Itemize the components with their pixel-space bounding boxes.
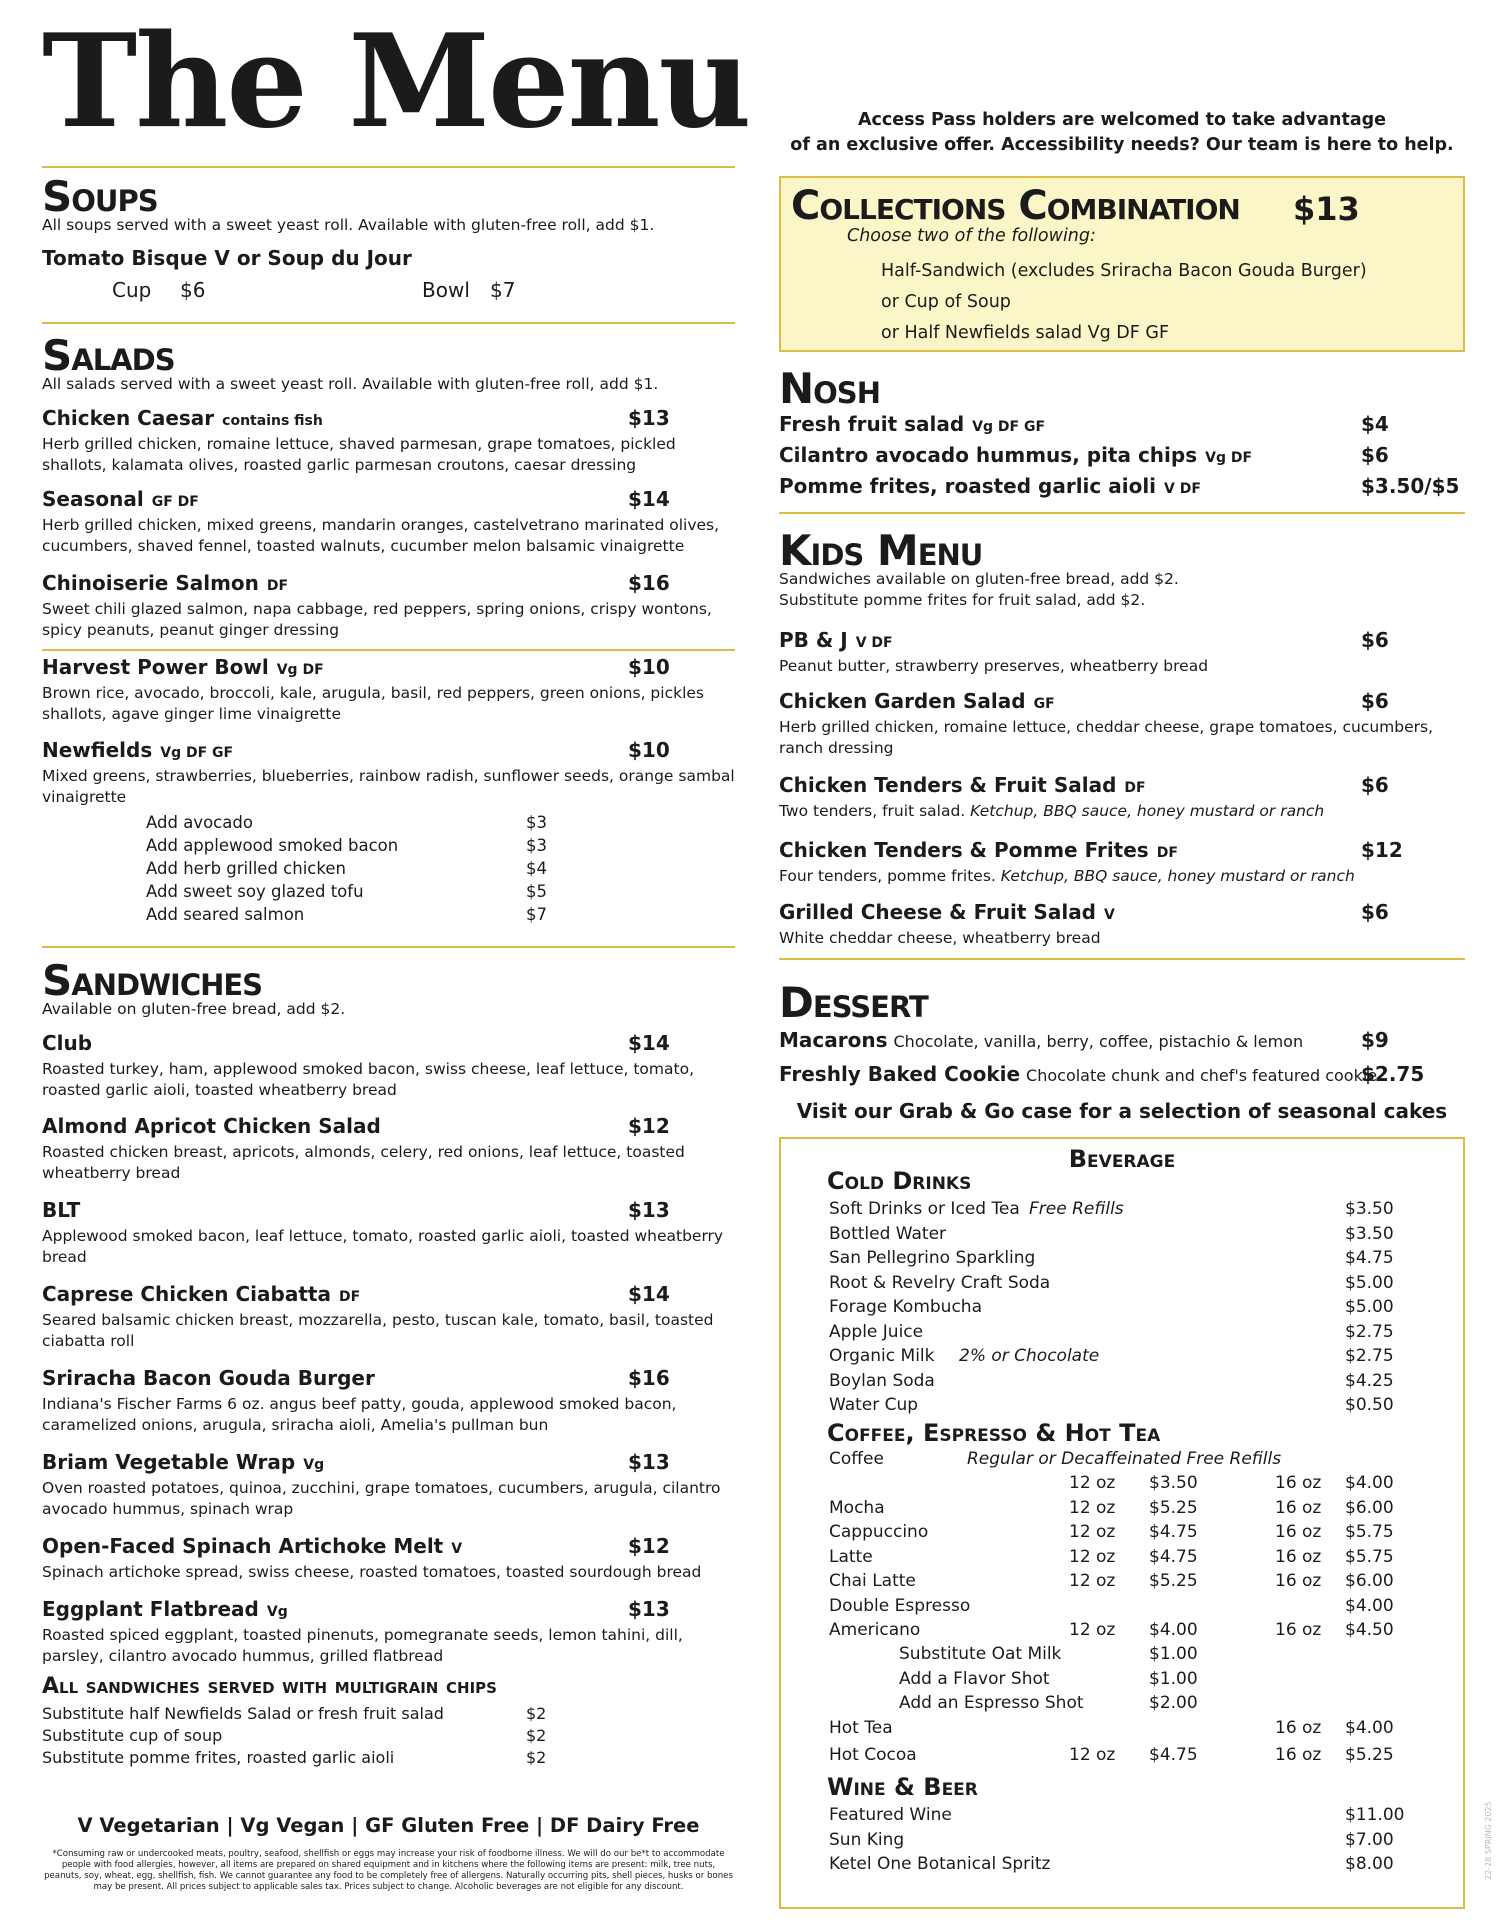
nosh-item	[779, 443, 1465, 470]
sandwich-item	[42, 1366, 735, 1436]
substitution-row	[42, 1725, 642, 1747]
drink-name: Forage Kombucha	[829, 1297, 982, 1317]
addon-row	[146, 811, 626, 834]
item-description	[42, 599, 735, 641]
substitution-label: Substitute pomme frites, roasted garlic aioli	[42, 1748, 395, 1767]
drink-note: Free Refills	[1029, 1199, 1124, 1219]
item-price: $14	[628, 1031, 670, 1055]
item-name: Macarons	[779, 1028, 888, 1052]
kids-item	[779, 773, 1465, 822]
legend: V Vegetarian | Vg Vegan | GF Gluten Free | DF Dairy Free	[77, 1814, 700, 1837]
sandwiches-note: Available on gluten-free bread, add $2.	[42, 1000, 346, 1018]
small-size: 12 oz	[1069, 1571, 1116, 1591]
addon-price: $5	[526, 882, 547, 901]
item-price: $16	[628, 571, 670, 595]
item-price: $13	[628, 1198, 670, 1222]
large-price: $6.00	[1345, 1571, 1394, 1591]
diet-tag: GF DF	[151, 494, 199, 510]
item-name: Newfields	[42, 738, 153, 762]
combo-option: or Cup of Soup	[881, 292, 1011, 312]
sandwich-item	[42, 1114, 735, 1184]
cup-label: Cup	[112, 278, 152, 302]
addon-price: $4	[526, 859, 547, 878]
drink-name: Water Cup	[829, 1395, 919, 1415]
item-description	[42, 1059, 735, 1101]
combo-option: or Half Newfields salad Vg DF GF	[881, 323, 1170, 343]
drink-price: $7.00	[1345, 1829, 1394, 1850]
sandwiches-heading: Sandwiches	[42, 956, 263, 1005]
drink-price: $2.75	[1345, 1321, 1394, 1342]
drink-price: $11.00	[1345, 1805, 1405, 1825]
addon-row	[146, 857, 626, 880]
item-desc-text: Roasted chicken breast, apricots, almonds, celery, red onions, leaf lettuce, toasted wheatberry bread	[42, 1143, 685, 1182]
item-desc-text: Four tenders, pomme frites.	[779, 867, 1001, 885]
diet-tag: DF	[1156, 845, 1178, 861]
drink-price: $5.00	[1345, 1272, 1394, 1293]
item-name: Grilled Cheese & Fruit Salad	[779, 900, 1097, 924]
small-size: 12 oz	[1069, 1522, 1116, 1542]
combo-price: $13	[1293, 190, 1360, 228]
item-price: $9	[1361, 1028, 1389, 1052]
addon-label: Add sweet soy glazed tofu	[146, 882, 364, 901]
item-price: $6	[1361, 900, 1389, 924]
drink-name: Featured Wine	[829, 1805, 952, 1825]
item-description	[779, 656, 1465, 677]
large-size: 16 oz	[1275, 1718, 1322, 1738]
item-price: $2.75	[1361, 1062, 1425, 1086]
item-desc-text: Mixed greens, strawberries, blueberries, rainbow radish, sunflower seeds, orange sambal vinaigrette	[42, 767, 735, 806]
item-name: Seasonal	[42, 487, 144, 511]
item-description	[42, 434, 735, 476]
wine-heading: Wine & Beer	[827, 1773, 978, 1801]
item-desc-text: Peanut butter, strawberry preserves, wheatberry bread	[779, 657, 1209, 675]
diet-tag: V	[1104, 907, 1115, 923]
item-price: $13	[628, 1597, 670, 1621]
drink-name: Hot Cocoa	[829, 1745, 917, 1765]
large-price: $5.25	[1345, 1745, 1394, 1765]
addon-row	[146, 834, 626, 857]
item-name: Chicken Caesar	[42, 406, 215, 430]
soups-heading: Soups	[42, 172, 158, 221]
item-description	[42, 766, 735, 808]
small-size: 12 oz	[1069, 1497, 1116, 1518]
diet-tag: V	[451, 1541, 463, 1557]
beverage-box	[779, 1137, 1465, 1909]
kids-heading: Kids Menu	[779, 526, 983, 575]
cold-drinks-heading: Cold Drinks	[827, 1167, 972, 1195]
sandwich-item	[42, 1534, 735, 1583]
item-price: $10	[628, 655, 670, 679]
addon-label: Add applewood smoked bacon	[146, 836, 399, 855]
drink-price: $4.25	[1345, 1370, 1394, 1391]
small-price: $5.25	[1149, 1571, 1198, 1591]
soups-item: Tomato Bisque V or Soup du Jour	[42, 246, 412, 270]
small-size: 12 oz	[1069, 1620, 1116, 1640]
substitution-row	[42, 1703, 642, 1725]
item-price: $4	[1361, 412, 1389, 436]
divider	[42, 649, 735, 651]
drink-name: Latte	[829, 1546, 873, 1567]
small-price: $5.25	[1149, 1497, 1198, 1518]
diet-tag: Vg DF	[1205, 450, 1253, 466]
item-description: Chocolate, vanilla, berry, coffee, pistachio & lemon	[893, 1032, 1304, 1051]
large-price: $4.00	[1345, 1718, 1394, 1738]
item-desc-text: Brown rice, avocado, broccoli, kale, arugula, basil, red peppers, green onions, pickles shallots, agave ginger lime vinaigrette	[42, 684, 704, 723]
item-price: $12	[628, 1534, 670, 1558]
drink-name: Boylan Soda	[829, 1370, 935, 1391]
item-price: $6	[1361, 628, 1389, 652]
kids-note-2: Substitute pomme frites for fruit salad, add $2.	[779, 591, 1146, 609]
item-name: Harvest Power Bowl	[42, 655, 269, 679]
item-name: Eggplant Flatbread	[42, 1597, 259, 1621]
diet-tag: V DF	[855, 635, 893, 651]
drink-price: $2.75	[1345, 1346, 1394, 1366]
kids-item	[779, 900, 1465, 949]
small-price: $4.75	[1149, 1745, 1198, 1765]
diet-tag: Vg DF GF	[972, 419, 1046, 435]
drink-name: Americano	[829, 1620, 921, 1640]
large-price: $5.75	[1345, 1546, 1394, 1567]
sandwich-item	[42, 1282, 735, 1352]
item-description	[779, 928, 1465, 949]
item-name: PB & J	[779, 628, 848, 652]
sandwich-item	[42, 1450, 735, 1520]
drink-name: San Pellegrino Sparkling	[829, 1248, 1036, 1268]
drink-price: $5.00	[1345, 1297, 1394, 1317]
diet-tag: DF	[266, 578, 289, 594]
item-desc-text: Roasted spiced eggplant, toasted pinenuts, pomegranate seeds, lemon tahini, dill, parsley, cilantro avocado hummus, grilled flatbread	[42, 1626, 683, 1665]
large-size: 16 oz	[1275, 1745, 1322, 1765]
addon-label: Add seared salmon	[146, 905, 305, 924]
small-size: 12 oz	[1069, 1473, 1116, 1493]
substitution-row	[42, 1747, 642, 1769]
item-desc-text: White cheddar cheese, wheatberry bread	[779, 929, 1101, 947]
drink-price: $4.75	[1345, 1248, 1394, 1268]
item-name: Sriracha Bacon Gouda Burger	[42, 1366, 375, 1390]
access-note	[779, 108, 1465, 158]
item-name: Briam Vegetable Wrap	[42, 1450, 296, 1474]
item-description	[42, 515, 735, 557]
combo-box	[779, 176, 1465, 352]
salads-heading: Salads	[42, 331, 175, 380]
divider	[42, 322, 735, 324]
drink-name: Apple Juice	[829, 1321, 924, 1342]
extra-price: $1.00	[1149, 1668, 1198, 1689]
small-price: $3.50	[1149, 1473, 1198, 1493]
salad-item	[42, 487, 735, 557]
item-name: Almond Apricot Chicken Salad	[42, 1114, 381, 1138]
addon-price: $3	[526, 813, 547, 832]
substitution-label: Substitute half Newfields Salad or fresh fruit salad	[42, 1704, 444, 1723]
item-description	[779, 866, 1465, 887]
drink-name: Organic Milk	[829, 1346, 935, 1366]
kids-note-1: Sandwiches available on gluten-free bread, add $2.	[779, 570, 1179, 588]
item-name: Club	[42, 1031, 93, 1055]
disclaimer: *Consuming raw or undercooked meats, poultry, seafood, shellfish or eggs may increase your risk of foodborne illness. We will do our be*t to accommodate people with food allergies, however, all items are prepared on shared equipment and in kitchens where the following items are present: milk, tree nuts, peanuts, soy, wheat, egg, shellfish, fish. We cannot guarantee any food to be completely free of allergens. Naturally occurring pits, shell pieces, husks or bones may be present. All prices subject to applicable sales tax. Prices subject to change. Alcoholic beverages are not eligible for any discount.	[44, 1849, 733, 1892]
small-size: 12 oz	[1069, 1745, 1116, 1765]
item-price: $13	[628, 1450, 670, 1474]
addon-row	[146, 880, 626, 903]
large-price: $4.00	[1345, 1595, 1394, 1616]
substitution-label: Substitute cup of soup	[42, 1726, 223, 1745]
large-price: $5.75	[1345, 1522, 1394, 1542]
item-price: $10	[628, 738, 670, 762]
item-name: Chicken Tenders & Pomme Frites	[779, 838, 1149, 862]
nosh-heading: Nosh	[779, 364, 880, 413]
item-name: Caprese Chicken Ciabatta	[42, 1282, 331, 1306]
dessert-heading: Dessert	[779, 978, 928, 1027]
diet-tag: Vg	[266, 1604, 288, 1620]
item-price: $16	[628, 1366, 670, 1390]
item-price: $6	[1361, 689, 1389, 713]
large-size: 16 oz	[1275, 1473, 1322, 1493]
small-price: $4.00	[1149, 1620, 1198, 1640]
drink-name: Mocha	[829, 1497, 885, 1518]
soups-note: All soups served with a sweet yeast roll. Available with gluten-free roll, add $1.	[42, 216, 655, 234]
large-price: $6.00	[1345, 1497, 1394, 1518]
extra-name: Substitute Oat Milk	[899, 1644, 1062, 1664]
extra-name: Add a Flavor Shot	[899, 1668, 1050, 1689]
coffee-heading: Coffee, Espresso & Hot Tea	[827, 1419, 1161, 1447]
item-description	[42, 1562, 735, 1583]
diet-tag: DF	[1124, 780, 1146, 796]
salad-item	[42, 655, 735, 725]
substitution-price: $2	[526, 1748, 547, 1767]
item-name: Freshly Baked Cookie	[779, 1062, 1021, 1086]
divider	[42, 946, 735, 948]
item-desc-text: Sweet chili glazed salmon, napa cabbage, red peppers, spring onions, crispy wontons, spicy peanuts, peanut ginger dressing	[42, 600, 712, 639]
diet-tag: Vg	[303, 1457, 325, 1473]
item-desc-text: Oven roasted potatoes, quinoa, zucchini, grape tomatoes, cucumbers, arugula, cilantro avocado hummus, spinach wrap	[42, 1479, 721, 1518]
access-note-line1: Access Pass holders are welcomed to take advantage	[857, 110, 1387, 130]
item-desc-text: Two tenders, fruit salad.	[779, 802, 971, 820]
coffee-note: Regular or Decaffeinated Free Refills	[967, 1449, 1282, 1469]
item-description	[42, 1625, 735, 1667]
large-size: 16 oz	[1275, 1571, 1322, 1591]
drink-note: 2% or Chocolate	[959, 1346, 1100, 1366]
item-price: $13	[628, 406, 670, 430]
item-price: $14	[628, 1282, 670, 1306]
item-desc-text: Applewood smoked bacon, leaf lettuce, tomato, roasted garlic aioli, toasted wheatberry bread	[42, 1227, 724, 1266]
item-desc-italic: Ketchup, BBQ sauce, honey mustard or ranch	[970, 802, 1325, 820]
large-size: 16 oz	[1275, 1546, 1322, 1567]
item-name: Chicken Garden Salad	[779, 689, 1026, 713]
bowl-price: $7	[490, 278, 516, 302]
item-desc-text: Spinach artichoke spread, swiss cheese, roasted tomatoes, toasted sourdough bread	[42, 1563, 702, 1581]
item-name: Chicken Tenders & Fruit Salad	[779, 773, 1117, 797]
diet-tag: Vg DF	[276, 662, 324, 678]
coffee-label: Coffee	[829, 1449, 884, 1469]
substitution-price: $2	[526, 1704, 547, 1723]
small-price: $4.75	[1149, 1546, 1198, 1567]
drink-price: $3.50	[1345, 1223, 1394, 1244]
divider	[42, 166, 735, 168]
kids-item	[779, 689, 1465, 759]
chips-heading: All sandwiches served with multigrain chips	[42, 1674, 497, 1699]
access-note-line2: of an exclusive offer. Accessibility needs? Our team is here to help.	[790, 135, 1454, 155]
item-price: $12	[1361, 838, 1403, 862]
diet-tag: Vg DF GF	[160, 745, 234, 761]
diet-tag: contains fish	[222, 413, 323, 429]
drink-name: Double Espresso	[829, 1595, 971, 1616]
drink-name: Cappuccino	[829, 1522, 929, 1542]
sandwich-item	[42, 1597, 735, 1667]
large-price: $4.50	[1345, 1620, 1394, 1640]
addon-row	[146, 903, 626, 926]
dessert-item	[779, 1028, 1465, 1054]
item-price: $6	[1361, 443, 1389, 467]
sandwich-item	[42, 1198, 735, 1268]
extra-price: $1.00	[1149, 1644, 1198, 1664]
salad-item	[42, 571, 735, 641]
item-description	[42, 1394, 735, 1436]
side-stamp: 22-28 SPRING 2025	[1484, 1801, 1493, 1880]
addon-price: $3	[526, 836, 547, 855]
salads-note: All salads served with a sweet yeast roll. Available with gluten-free roll, add $1.	[42, 375, 659, 393]
substitution-price: $2	[526, 1726, 547, 1745]
item-price: $3.50/$5	[1361, 474, 1460, 498]
item-desc-text: Seared balsamic chicken breast, mozzarella, pesto, tuscan kale, tomato, basil, toasted ciabatta roll	[42, 1311, 714, 1350]
drink-name: Chai Latte	[829, 1571, 916, 1591]
diet-tag: GF	[1033, 696, 1055, 712]
item-price: $14	[628, 487, 670, 511]
page-title: The Menu	[42, 7, 750, 157]
extra-name: Add an Espresso Shot	[899, 1693, 1084, 1713]
item-name: BLT	[42, 1198, 81, 1222]
diet-tag: V DF	[1164, 481, 1201, 497]
dessert-item	[779, 1062, 1465, 1088]
item-price: $6	[1361, 773, 1389, 797]
item-desc-text: Herb grilled chicken, romaine lettuce, shaved parmesan, grape tomatoes, pickled shallots, kalamata olives, roasted garlic parmesan croutons, caesar dressing	[42, 435, 676, 474]
combo-choose: Choose two of the following:	[847, 226, 1096, 246]
item-desc-text: Roasted turkey, ham, applewood smoked bacon, swiss cheese, leaf lettuce, tomato, roasted garlic aioli, toasted wheatberry bread	[42, 1060, 694, 1099]
large-size: 16 oz	[1275, 1497, 1322, 1518]
small-size: 12 oz	[1069, 1546, 1116, 1567]
item-name: Cilantro avocado hummus, pita chips	[779, 443, 1198, 467]
drink-name: Root & Revelry Craft Soda	[829, 1272, 1051, 1293]
diet-tag: DF	[338, 1289, 361, 1305]
bowl-label: Bowl	[422, 278, 470, 302]
grab-go-note: Visit our Grab & Go case for a selection of seasonal cakes	[796, 1099, 1448, 1123]
item-description	[779, 801, 1465, 822]
large-size: 16 oz	[1275, 1522, 1322, 1542]
addon-price: $7	[526, 905, 547, 924]
item-name: Fresh fruit salad	[779, 412, 965, 436]
nosh-item	[779, 412, 1465, 439]
cup-price: $6	[180, 278, 206, 302]
combo-heading: Collections Combination	[791, 183, 1240, 229]
item-description: Chocolate chunk and chef's featured cookie	[1026, 1066, 1378, 1085]
item-desc-text: Herb grilled chicken, mixed greens, mandarin oranges, castelvetrano marinated olives, cucumbers, shaved fennel, toasted walnuts, cucumber melon balsamic vinaigrette	[42, 516, 720, 555]
item-desc-text: Indiana's Fischer Farms 6 oz. angus beef patty, gouda, applewood smoked bacon, caramelized onions, arugula, sriracha aioli, Amelia's pullman bun	[42, 1395, 677, 1434]
large-price: $4.00	[1345, 1473, 1394, 1493]
beverage-heading: Beverage	[1068, 1145, 1176, 1173]
nosh-item	[779, 474, 1465, 501]
item-description	[42, 1478, 735, 1520]
extra-price: $2.00	[1149, 1693, 1198, 1713]
drink-name: Ketel One Botanical Spritz	[829, 1854, 1051, 1874]
kids-item	[779, 838, 1465, 887]
item-description	[42, 683, 735, 725]
sandwich-item	[42, 1031, 735, 1101]
addon-label: Add avocado	[146, 813, 253, 832]
item-desc-italic: Ketchup, BBQ sauce, honey mustard or ranch	[1000, 867, 1355, 885]
item-description	[42, 1310, 735, 1352]
item-price: $12	[628, 1114, 670, 1138]
large-size: 16 oz	[1275, 1620, 1322, 1640]
drink-name: Bottled Water	[829, 1223, 947, 1244]
drink-price: $8.00	[1345, 1854, 1394, 1874]
drink-name: Sun King	[829, 1829, 905, 1850]
kids-item	[779, 628, 1465, 677]
drink-name: Soft Drinks or Iced Tea	[829, 1199, 1020, 1219]
drink-price: $0.50	[1345, 1395, 1394, 1415]
salad-item	[42, 738, 735, 808]
small-price: $4.75	[1149, 1522, 1198, 1542]
combo-option: Half-Sandwich (excludes Sriracha Bacon Gouda Burger)	[881, 261, 1367, 281]
item-desc-text: Herb grilled chicken, romaine lettuce, cheddar cheese, grape tomatoes, cucumbers, ranch dressing	[779, 718, 1433, 757]
item-name: Open-Faced Spinach Artichoke Melt	[42, 1534, 444, 1558]
item-description	[42, 1142, 735, 1184]
item-description	[779, 717, 1465, 759]
addon-label: Add herb grilled chicken	[146, 859, 346, 878]
drink-price: $3.50	[1345, 1199, 1394, 1219]
divider	[779, 512, 1465, 514]
item-name: Pomme frites, roasted garlic aioli	[779, 474, 1157, 498]
divider	[779, 958, 1465, 960]
item-description	[42, 1226, 735, 1268]
salad-item	[42, 406, 735, 476]
item-name: Chinoiserie Salmon	[42, 571, 259, 595]
drink-name: Hot Tea	[829, 1718, 893, 1738]
